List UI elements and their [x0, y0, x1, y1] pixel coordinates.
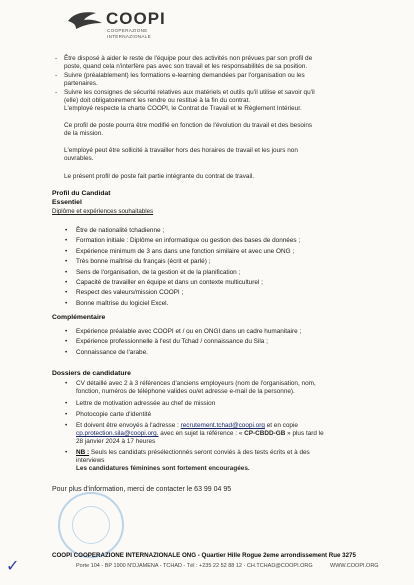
footer-address: COOPI COOPERAZIONE INTERNAZIONALE ONG - Quartier Hille Rogue 2eme arrondissement Rue 3275 [52, 552, 356, 559]
list-item: • Bonne maîtrise du logiciel Excel. [76, 300, 300, 310]
paragraph-horaires: L'employé peut être sollicité à travailler hors des horaires de travail et les jours non ouvrables. [64, 147, 298, 162]
complementaire-list [76, 328, 301, 359]
list-item: • Capacité de travailler en équipe et dans un contexte multiculturel ; [76, 279, 300, 289]
dossiers-heading: Dossiers de candidature [52, 370, 131, 377]
email-recrutement-link[interactable]: recrutement.tchad@coopi.org [180, 422, 265, 429]
list-item: • Expérience préalable avec COOPI et / ou en ONGI dans un cadre humanitaire ; [76, 328, 301, 338]
logo-name: COOPI [106, 9, 166, 28]
diplome-subheading: Diplôme et expériences souhaitables [52, 208, 154, 215]
logo-subtitle-1: COOPERAZIONE [107, 28, 148, 33]
dossier-item-lettre: • Lettre de motivation adressée au chef de mission [65, 400, 216, 407]
reference-code: CP-CBDD-GB [244, 430, 286, 437]
list-item: • Expérience minimum de 3 ans dans une fonction similaire et avec une ONG ; [76, 248, 300, 258]
dossier-item-photocopie: • Photocopie carte d'identité [65, 411, 152, 418]
footer-contact: Porte 104 - BP 1900 N'DJAMENA - TCHAD - Tél : +235 22 52 88 12 · CH.TCHAD@COOPI.ORG [76, 563, 313, 569]
email-protection-link[interactable]: cp.protection.sila@coopi.org. [76, 430, 159, 437]
profil-list [76, 227, 300, 310]
organization-stamp [58, 492, 124, 558]
list-item: • Formation initiale : Diplôme en informatique ou gestion des bases de données ; [76, 237, 300, 247]
contact-line: Pour plus d'information, merci de contacter le 63 99 04 95 [52, 486, 232, 493]
intro-item-3: - Suivre les consignes de sécurité relatives aux matériels et outils qu'il utilise et savoir qu'il (elle) doit obligatoirement les rendre ou restitué à la fin du contrat. L'employé respecte la charte COOPI, le Contrat de Travail et le Règlement Intérieur. [55, 89, 315, 112]
list-item: • Respect des valeurs/mission COOPI ; [76, 289, 300, 299]
list-item: • Sens de l'organisation, de la gestion et de la planification ; [76, 269, 300, 279]
checkmark-icon: ✓ [6, 558, 20, 575]
complementaire-heading: Complémentaire [52, 314, 106, 321]
logo-subtitle-2: INTERNAZIONALE [107, 34, 152, 39]
dove-icon [66, 9, 104, 31]
paragraph-modification: Ce profil de poste pourra être modifié en fonction de l'évolution du travail et des besoins de la mission. [64, 122, 313, 137]
women-encouraged: Les candidatures féminines sont fortement encouragées. [76, 465, 250, 472]
dossier-item-nb: • NB : Seuls les candidats présélectionnés seront conviés à des tests écrits et à des interviews Les candidatures féminines sont fortement encouragées. [65, 449, 310, 472]
footer-url[interactable]: WWW.COOPI.ORG [330, 563, 379, 569]
intro-item-1: - Être disposé à aider le reste de l'équipe pour des activités non prévues par son profil de poste, quand cela n'interfère pas avec son travail et les responsabilités de sa position. [55, 55, 313, 70]
dossier-item-envoi: • Et doivent être envoyés à l'adresse : recrutement.tchad@coopi.org et en copie cp.protection.sila@coopi.org. avec en sujet la référence : « CP-CBDD-GB » plus tard le 28 janvier 2024 à 17 heures [65, 422, 324, 445]
list-item: • Connaissance de l'arabe. [76, 349, 301, 359]
profil-heading: Profil du Candidat [52, 190, 111, 197]
paragraph-contrat: Le présent profil de poste fait partie intégrante du contrat de travail. [64, 173, 255, 180]
list-item: • Très bonne maîtrise du français (écrit et parlé) ; [76, 258, 300, 268]
list-item: • Expérience professionnelle à l'est du Tchad / connaissance du Sila ; [76, 338, 301, 348]
coopi-logo [66, 7, 196, 41]
essentiel-heading: Essentiel [52, 199, 82, 206]
dossier-item-cv: • CV détaillé avec 2 à 3 références d'anciens employeurs (nom de l'organisation, nom, fonction, numéros de téléphone valides ou/et adresse e-mail de la personne). [65, 380, 316, 395]
list-item: • Être de nationalité tchadienne ; [76, 227, 300, 237]
intro-item-2: - Suivre (préalablement) les formations e-learning demandées par l'organisation ou les partenaires. [55, 72, 305, 87]
